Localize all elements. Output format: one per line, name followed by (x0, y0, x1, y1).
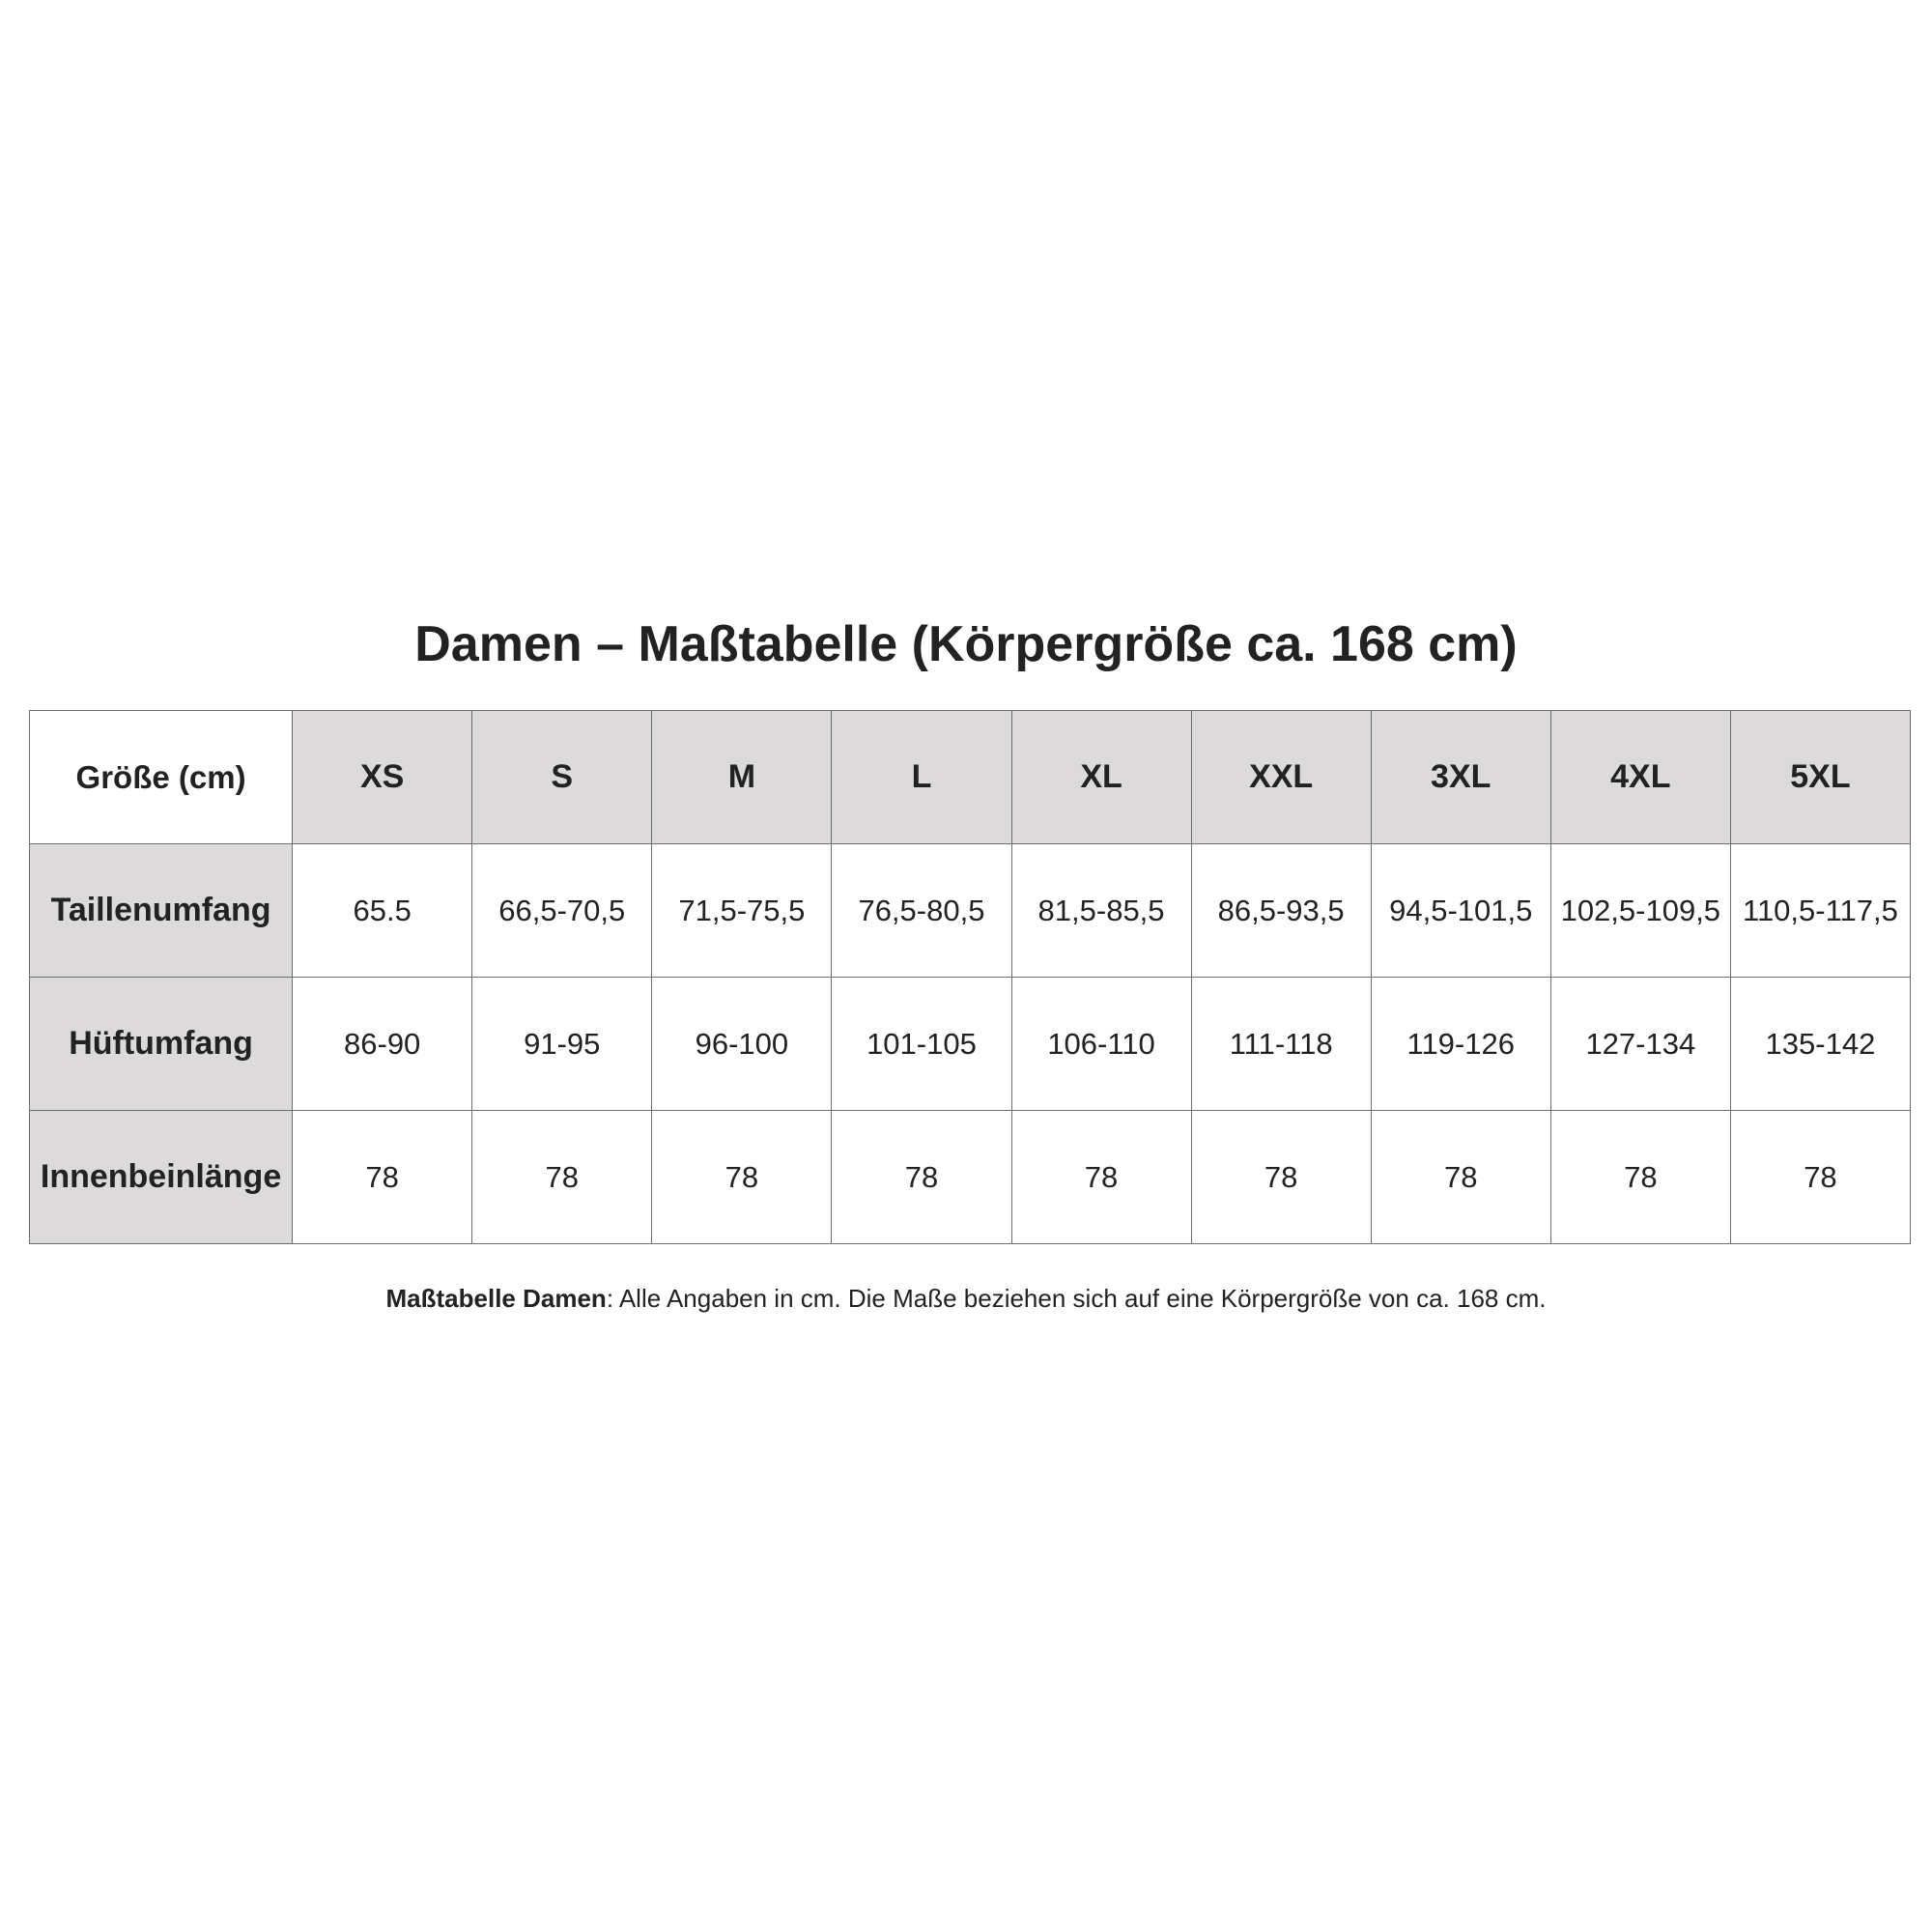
size-header-cell: XS (293, 711, 472, 844)
footnote-text: : Alle Angaben in cm. Die Maße beziehen sich auf eine Körpergröße von ca. 168 cm. (606, 1284, 1547, 1313)
row-label: Innenbeinlänge (30, 1111, 293, 1244)
table-cell: 78 (293, 1111, 472, 1244)
size-header-cell: S (472, 711, 652, 844)
size-header-cell: 4XL (1550, 711, 1730, 844)
table-cell: 86-90 (293, 978, 472, 1111)
table-cell: 78 (652, 1111, 832, 1244)
table-cell: 78 (1371, 1111, 1550, 1244)
table-cell: 91-95 (472, 978, 652, 1111)
table-cell: 65.5 (293, 844, 472, 978)
table-cell: 81,5-85,5 (1011, 844, 1191, 978)
size-header-cell: XL (1011, 711, 1191, 844)
table-cell: 78 (832, 1111, 1011, 1244)
table-cell: 76,5-80,5 (832, 844, 1011, 978)
table-cell: 78 (1191, 1111, 1371, 1244)
footnote-bold-label: Maßtabelle Damen (385, 1284, 607, 1313)
table-cell: 135-142 (1730, 978, 1910, 1111)
table-cell: 86,5-93,5 (1191, 844, 1371, 978)
table-cell: 96-100 (652, 978, 832, 1111)
footnote (0, 1281, 1932, 1316)
table-cell: 111-118 (1191, 978, 1371, 1111)
table-cell: 78 (472, 1111, 652, 1244)
row-label: Taillenumfang (30, 844, 293, 978)
size-header-row (30, 711, 1911, 844)
table-cell: 78 (1011, 1111, 1191, 1244)
size-header-cell: M (652, 711, 832, 844)
table-cell: 110,5-117,5 (1730, 844, 1910, 978)
size-chart-table (29, 710, 1911, 1244)
table-row-hueftumfang (30, 978, 1911, 1111)
size-header-cell: L (832, 711, 1011, 844)
table-row-taillenumfang (30, 844, 1911, 978)
size-header-corner: Größe (cm) (30, 711, 293, 844)
table-cell: 102,5-109,5 (1550, 844, 1730, 978)
table-cell: 71,5-75,5 (652, 844, 832, 978)
size-header-cell: 5XL (1730, 711, 1910, 844)
table-cell: 78 (1730, 1111, 1910, 1244)
page-title: Damen – Maßtabelle (Körpergröße ca. 168 cm) (414, 616, 1518, 672)
table-cell: 78 (1550, 1111, 1730, 1244)
table-cell: 66,5-70,5 (472, 844, 652, 978)
table-cell: 127-134 (1550, 978, 1730, 1111)
table-cell: 106-110 (1011, 978, 1191, 1111)
size-header-cell: XXL (1191, 711, 1371, 844)
size-header-cell: 3XL (1371, 711, 1550, 844)
table-cell: 119-126 (1371, 978, 1550, 1111)
table-cell: 101-105 (832, 978, 1011, 1111)
row-label: Hüftumfang (30, 978, 293, 1111)
table-row-innenbeinlaenge (30, 1111, 1911, 1244)
table-cell: 94,5-101,5 (1371, 844, 1550, 978)
